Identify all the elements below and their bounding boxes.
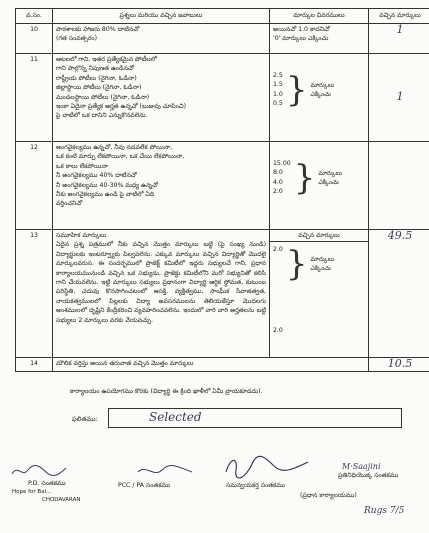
- section-title: సమూహిక మార్కులు: [56, 232, 107, 239]
- question-line: రాష్ట్రీయ పోటీలు (నైగినా, ఓడినా): [56, 74, 137, 82]
- serial-number: 13: [16, 230, 53, 358]
- detail-line: అయినచో 1.0 కాదనిచో: [273, 26, 330, 33]
- marks-table: [15, 8, 429, 372]
- pd-stamp-place: CHODAVARAN: [42, 497, 81, 503]
- marks-label: ఎక్కించు: [310, 264, 331, 272]
- handwritten-score: 49.5: [387, 229, 413, 242]
- marks-value: 4.0: [273, 178, 283, 186]
- header-marks-got: వచ్చిన మార్కులు: [369, 9, 429, 24]
- marks-detail-cell: [270, 142, 369, 230]
- marks-values: [273, 71, 283, 109]
- marks-value: 2.0: [273, 188, 283, 196]
- pd-signature-label: P.D. సంతకము: [28, 480, 66, 487]
- handwritten-score: 10.5: [387, 357, 413, 370]
- office-use-note: కార్యాలయం ఉపయోగము కొరకు (విద్యార్థి ఈ క్రింది ఖాళీలో ఏమీ వ్రాయకూడదు).: [70, 388, 263, 395]
- header-marks-detail: మార్కుల వివరములు: [270, 9, 369, 24]
- question-line: ఇంకా ఏదైనా ప్రత్యేక అర్హత ఉన్నచో (బుజువు చూపించి): [56, 103, 186, 111]
- head-office-label: (ప్రధాన కార్యాలయము): [300, 492, 357, 499]
- table-row: [16, 358, 429, 372]
- serial-number: 11: [16, 54, 53, 142]
- instruction-text: ఏదైన ప్రశ్న పత్రములో నీకు వచ్చిన మొత్తం మార్కులు బట్టి (పై సంఖ్య నుండి) విద్యార్థులకు ఇంటర్వ్యూకు పిల్వవలెను. ఎక్కువ మార్కులు వచ్చిన విద్యార్థితో మొదలై మార్కులవరుస. ఈ సందర్భములో ప్రాజెక్ట్ కమిటీలో ఇద్దరు సభ్యులచే గాని, ప్రధాన కార్యాలయమునుండి వచ్చిన ఒక సభ్యుడు, ప్రాజెక్టు కమిటీలోని మరో సభ్యునితో కలిసి గాని చేయవలెను. ఇట్టి మార్కులు సభ్యులు ప్రధానంగా విద్యార్థి ఆర్థిక స్థోమత, కుటుంబ పరిస్థితి, చదువు కొనసాగించటంలో ఆసక్తి, వ్యక్తిత్వము, సాంఘీక సేవాతత్వత, నాయకత్వములలో పిల్లలకు విద్యా అవసరములను తెలియజేస్తూ మొదలగు అంశములలో దృష్టిని కేంద్రీకరించి వ్యవహరించవలెను. ఇందులో వారి వారి అర్హతలను బట్టి సభ్యులు 2 మార్కులు వరకు వేయవచ్చు.: [56, 241, 266, 324]
- header-serial: వ.సం.: [16, 9, 53, 24]
- question-cell: [53, 54, 270, 142]
- marks-label: ఎక్కించు: [310, 90, 331, 98]
- handwritten-score: 1: [396, 89, 404, 103]
- marks-value: 2.0: [273, 326, 283, 334]
- representative-signature-label: ప్రతినిధియొక్క సంతకము: [338, 472, 399, 479]
- date-scrawl: Rugs 7/5: [364, 506, 405, 516]
- table-row: [16, 230, 429, 358]
- marks-got-cell: [369, 142, 429, 230]
- marks-got-cell: [369, 358, 429, 372]
- question-line: వర్తించనిచో: [56, 200, 83, 208]
- table-row: [16, 24, 429, 54]
- representative-signature-block: [338, 462, 398, 480]
- pd-signature-scribble: [10, 460, 70, 482]
- question-line: గాని పాల్గొన్న నిపుణత ఉండినచో: [56, 65, 134, 73]
- question-line: (గత సంవత్సరం): [56, 35, 98, 43]
- result-field: [108, 408, 402, 428]
- marks-value: 8.0: [273, 169, 283, 177]
- question-line: నీ అంగవైకల్యము 40-30% మధ్య ఉన్నచో: [56, 181, 159, 189]
- brace-icon: }: [285, 243, 308, 284]
- coordinator-signature-label: సమన్వయకర్త సంతకము: [226, 482, 286, 489]
- result-label: ఫలితము:: [72, 415, 98, 423]
- question-cell: [53, 142, 270, 230]
- marks-label: ఎక్కించు: [318, 178, 339, 186]
- pcc-signature-scribble: [136, 462, 196, 480]
- pcc-signature-label: PCC / PA సంతకము: [118, 482, 171, 489]
- marks-label: మార్కులు: [318, 169, 343, 177]
- marks-detail-cell: [270, 24, 369, 54]
- question-cell: [53, 24, 270, 54]
- marks-detail-cell: [270, 230, 369, 358]
- brace-icon: }: [293, 157, 316, 198]
- table-header-row: [16, 9, 429, 24]
- header-question: ప్రశ్నలు మరియు వచ్చిన జవాబులు: [53, 9, 270, 24]
- marks-label: మార్కులు: [310, 255, 335, 263]
- question-line: నీ అంగవైకల్యము 40% దాటినచో: [56, 172, 137, 180]
- question-line: ఒక కాలు లేకపోయినా: [56, 162, 108, 170]
- marks-detail-cell: [270, 54, 369, 142]
- marks-value: 2.5: [273, 72, 283, 79]
- question-line: పై వాటిలో ఒక దానిని ఎన్నుకొనవలెను.: [56, 112, 148, 120]
- brace-icon: }: [285, 69, 308, 110]
- marks-value: 1.0: [273, 90, 283, 98]
- representative-signature: M·Saajini: [342, 462, 381, 471]
- question-line: పాఠశాలకు హాజరు 80% దాటినచో: [56, 26, 140, 33]
- question-line: నీకు అంగవైకల్యము ఉండి పై వాటిలో ఏది: [56, 191, 155, 199]
- serial-number: 10: [16, 24, 53, 54]
- marks-value: 2.0: [273, 246, 283, 254]
- table-row: [16, 54, 429, 142]
- question-line: ఆటలలో గాని, ఇతర ప్రత్యేకమైన పోటీలలో: [56, 56, 157, 63]
- marks-label: మార్కులు: [310, 81, 335, 89]
- marks-values: [273, 159, 291, 197]
- question-line: మండలస్థాయి పోటీలు (నైగినా, ఓడినా): [56, 93, 150, 101]
- detail-subheader: వచ్చిన మార్కులు: [270, 230, 368, 242]
- marks-got-cell: [369, 54, 429, 142]
- question-cell: మౌలిక వర్తిస్తు అయిన తరువాత వచ్చిన మొత్తం మార్కులు: [53, 358, 369, 372]
- detail-line: '0' మార్కులు ఎక్కించు: [273, 35, 329, 43]
- question-cell: [53, 230, 270, 358]
- pd-stamp-line: Hope for Bal...: [12, 489, 52, 495]
- marks-value: 1.5: [273, 81, 283, 89]
- marks-got-cell: [369, 24, 429, 54]
- marks-value: 15.00: [273, 160, 291, 167]
- coordinator-signature-scribble: [222, 452, 312, 480]
- marks-values: [273, 245, 283, 281]
- marks-got-cell: [369, 230, 429, 358]
- question-line: అంగవైకల్యము ఉన్నచో, నీవు నడవలేక పోయినా,: [56, 144, 173, 151]
- serial-number: 12: [16, 142, 53, 230]
- table-row: [16, 142, 429, 230]
- marks-value: 0.5: [273, 100, 283, 108]
- question-line: జిల్లాస్థాయి పోటీలు (నైగినా, ఓడినా): [56, 84, 142, 92]
- question-line: ఒక కంటి మార్పు లేకపోయినా, ఒక చేయి లేకపోయినా,: [56, 153, 185, 161]
- result-value: Selected: [149, 410, 202, 424]
- handwritten-score: 1: [396, 23, 404, 36]
- pd-signature-block: [12, 480, 81, 504]
- serial-number: 14: [16, 358, 53, 372]
